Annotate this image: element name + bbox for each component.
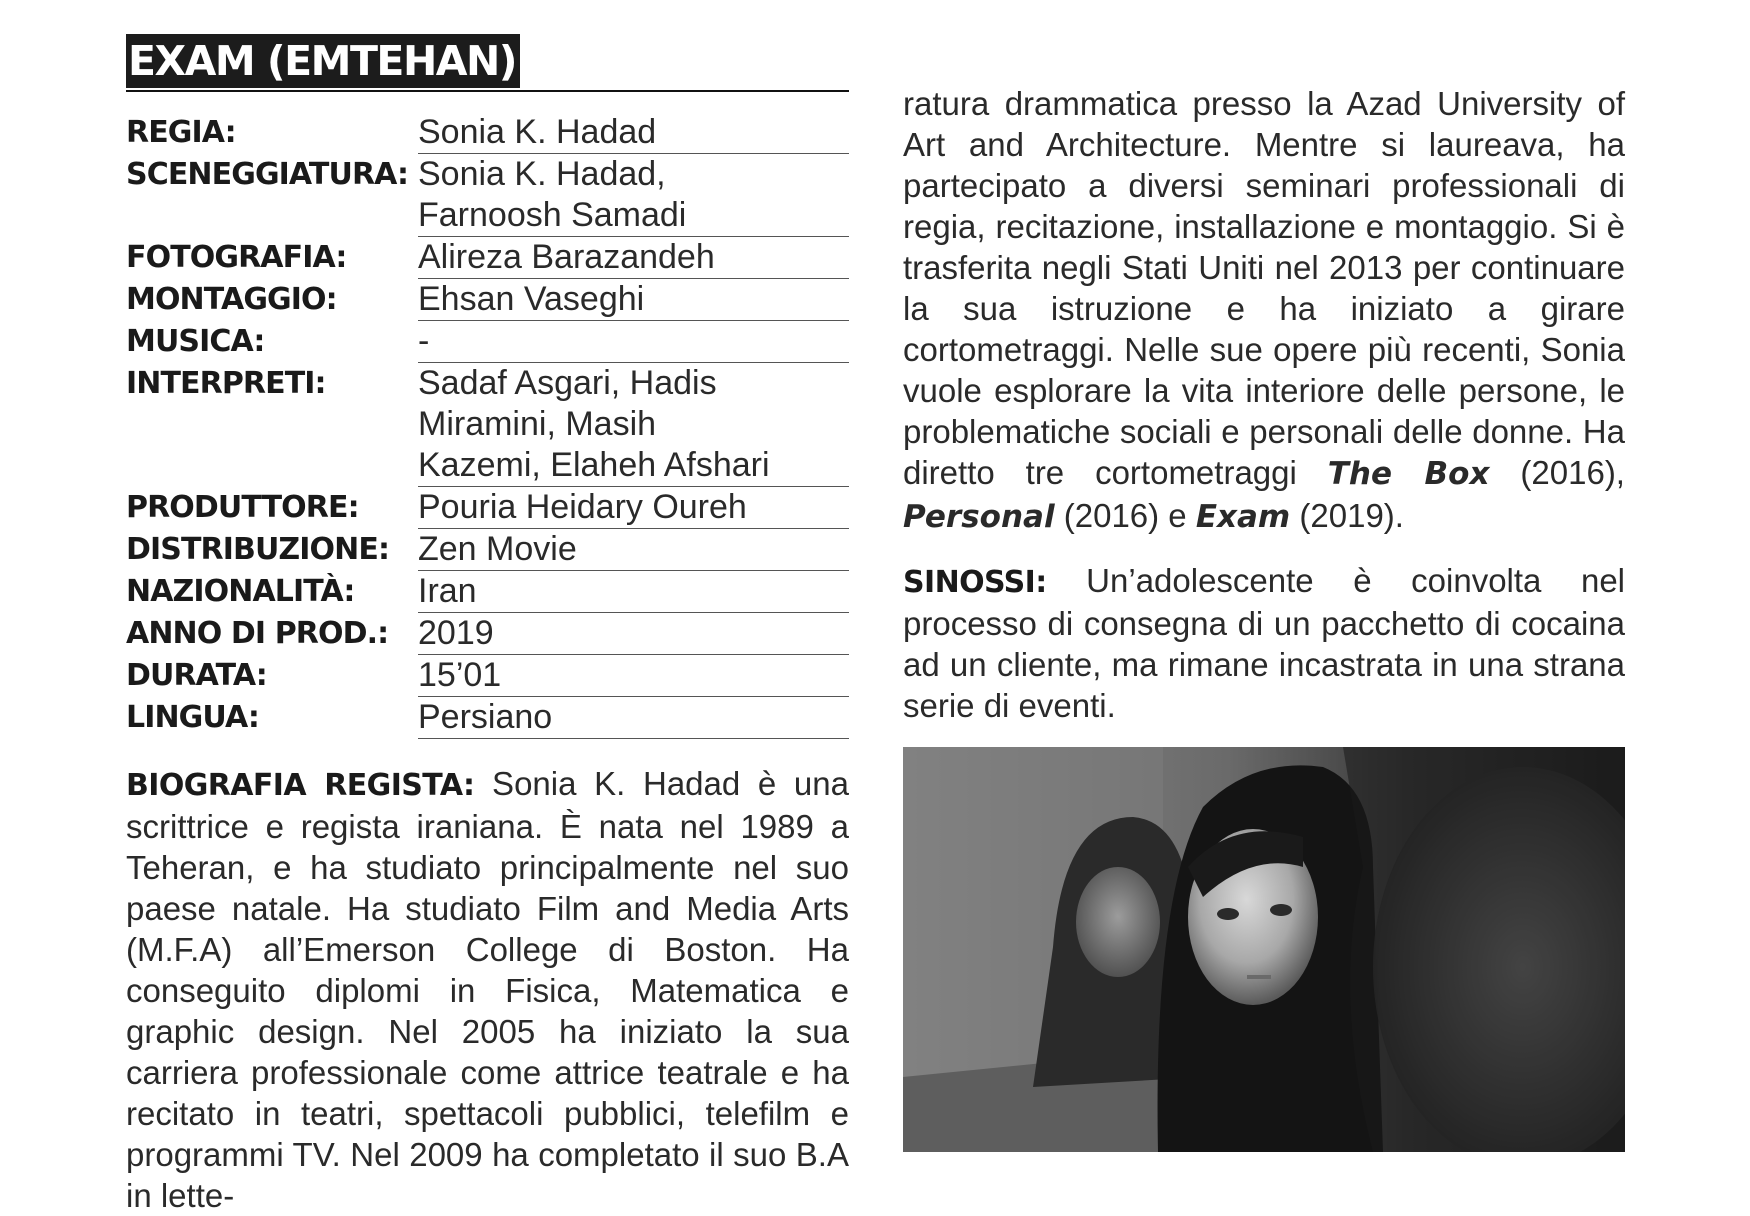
credit-value-line: Sadaf Asgari, Hadis [418,364,717,402]
synopsis-text: Un’adolescente è coinvolta nel processo di consegna di un pacchetto di cocaina ad un cliente, ma rimane incastrata in una strana serie di eventi. [903,562,1625,724]
credit-value-line: Iran [418,572,477,610]
credit-row [126,112,849,154]
credit-value-line: 15’01 [418,656,502,694]
credit-value [418,321,849,363]
credit-label: PRODUTTORE: [126,490,359,525]
biography-text-part1: Sonia K. Hadad è una scrittrice e regista iraniana. È nata nel 1989 a Teheran, e ha studiato principalmente nel suo paese natale. Ha studiato Film and Media Arts (M.F.A) all’Emerson College di Boston. Ha conseguito diplomi in Fisica, Matematica e graphic design. Nel 2005 ha iniziato la sua carriera professionale come attrice teatrale e ha recitato in teatri, spettacoli pubblici, telefilm e programmi TV. Nel 2009 ha completato il suo B.A in lette- [126,765,849,1214]
film-still-image [903,747,1625,1152]
credit-row [126,571,849,613]
credit-label: ANNO DI PROD.: [126,616,389,651]
credit-value-line: Sonia K. Hadad, [418,155,666,193]
credit-row [126,279,849,321]
credit-value [418,154,849,237]
credit-value [418,237,849,279]
synopsis-label: SINOSSI: [903,565,1047,600]
credit-row [126,697,849,739]
right-column [903,83,1625,726]
credit-row [126,237,849,279]
credit-label: DISTRIBUZIONE: [126,532,390,567]
credit-row [126,613,849,655]
credit-value-line: Farnoosh Samadi [418,196,687,234]
credit-label: INTERPRETI: [126,366,326,401]
credit-value [418,697,849,739]
credit-value [418,529,849,571]
credit-value-line: Kazemi, Elaheh Afshari [418,446,770,484]
work-title-2: Personal [903,499,1055,535]
credit-value-line: Persiano [418,698,553,736]
film-title: EXAM (EMTEHAN) [126,34,520,88]
credit-label: MONTAGGIO: [126,282,337,317]
credit-label: LINGUA: [126,700,259,735]
credit-row [126,154,849,237]
credit-value-line: Sonia K. Hadad [418,113,657,151]
credit-value [418,112,849,154]
title-row [126,34,849,92]
credit-value-line: - [418,322,430,360]
film-still-photo [903,747,1625,1152]
work-title-1: The Box [1327,456,1490,492]
credit-row [126,529,849,571]
synopsis [903,560,1625,726]
credit-label: SCENEGGIATURA: [126,157,409,192]
credit-value-line: Ehsan Vaseghi [418,280,645,318]
credit-label: NAZIONALITÀ: [126,574,355,609]
credit-value-line: Pouria Heidary Oureh [418,488,747,526]
director-biography [126,763,849,1216]
credit-value [418,279,849,321]
biography-text-part2: ratura drammatica presso la Azad University of Art and Architecture. Mentre si laureava, ha partecipato a diversi seminari professionali di regia, recitazione, installazione e montaggio. Si è trasferita negli Stati Uniti nel 2013 per continuare la sua istruzione e ha iniziato a girare cortometraggi. Nelle sue opere più recenti, Sonia vuole esplorare la vita interiore delle persone, le problematiche sociali e personali delle donne. Ha diretto tre cortometraggi [903,85,1625,491]
biography-label: BIOGRAFIA REGISTA: [126,768,475,803]
credit-value [418,613,849,655]
credits-table [126,112,849,739]
credit-row [126,321,849,363]
biography-continued [903,83,1625,538]
credit-row [126,487,849,529]
work-year-3: (2019). [1290,497,1404,534]
credit-label: DURATA: [126,658,267,693]
credit-value-line: 2019 [418,614,494,652]
credit-row [126,363,849,487]
credit-value [418,363,849,487]
credit-value-line: Alireza Barazandeh [418,238,715,276]
credit-value [418,487,849,529]
work-year-2: (2016) e [1054,497,1196,534]
work-title-3: Exam [1195,499,1291,535]
credit-value [418,655,849,697]
credit-label: MUSICA: [126,324,265,359]
credit-value [418,571,849,613]
work-year-1: (2016), [1489,454,1625,491]
credit-value-line: Zen Movie [418,530,577,568]
credit-row [126,655,849,697]
credit-value-line: Miramini, Masih [418,405,657,443]
credit-label: REGIA: [126,115,236,150]
credit-label: FOTOGRAFIA: [126,240,347,275]
left-column [126,34,849,1216]
